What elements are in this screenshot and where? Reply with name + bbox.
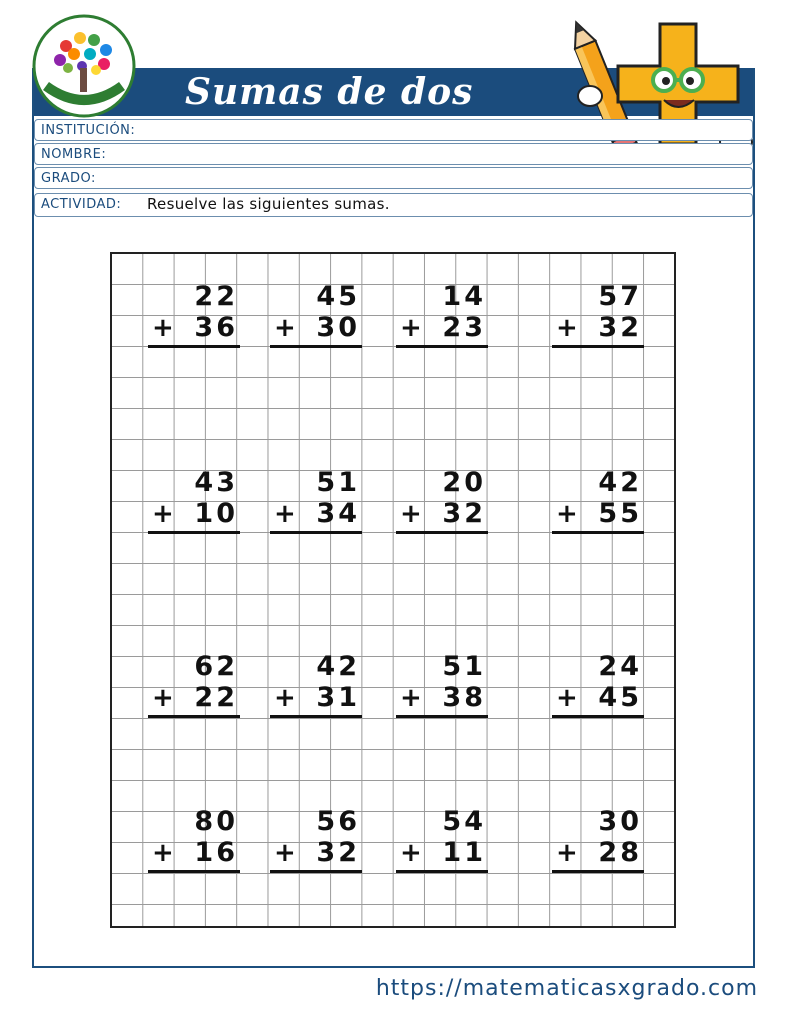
addend-bottom: 34 <box>316 498 360 529</box>
grid-paper <box>110 252 676 928</box>
plus-sign: + <box>274 313 296 343</box>
actividad-label: ACTIVIDAD: <box>41 197 122 212</box>
sum-line <box>396 345 488 348</box>
plus-sign: + <box>152 838 174 868</box>
addend-top: 42 <box>598 467 642 498</box>
addition-problem-10 <box>270 652 366 722</box>
addend-top: 22 <box>194 281 238 312</box>
addend-bottom: 23 <box>442 312 486 343</box>
addition-problem-4 <box>552 282 648 352</box>
addition-problem-9 <box>148 652 244 722</box>
addend-bottom: 55 <box>598 498 642 529</box>
grado-label: GRADO: <box>41 171 96 186</box>
addition-problem-1 <box>148 282 244 352</box>
plus-sign: + <box>556 499 578 529</box>
addend-top: 30 <box>598 806 642 837</box>
addition-problem-2 <box>270 282 366 352</box>
addend-top: 42 <box>316 651 360 682</box>
sum-line <box>396 531 488 534</box>
addend-top: 45 <box>316 281 360 312</box>
addition-problem-13 <box>148 807 244 877</box>
institucion-field[interactable] <box>34 119 753 141</box>
addition-problem-14 <box>270 807 366 877</box>
website-link[interactable]: https://matematicasxgrado.com <box>375 976 758 1001</box>
institucion-label: INSTITUCIÓN: <box>41 123 136 138</box>
addend-bottom: 30 <box>316 312 360 343</box>
addend-top: 54 <box>442 806 486 837</box>
sum-line <box>270 345 362 348</box>
sum-line <box>552 870 644 873</box>
addition-problem-11 <box>396 652 492 722</box>
addend-bottom: 45 <box>598 682 642 713</box>
addend-top: 80 <box>194 806 238 837</box>
sum-line <box>148 870 240 873</box>
plus-mascot-icon <box>560 14 760 164</box>
addend-bottom: 32 <box>316 837 360 868</box>
addend-top: 51 <box>442 651 486 682</box>
plus-sign: + <box>274 499 296 529</box>
addend-bottom: 16 <box>194 837 238 868</box>
nombre-field[interactable] <box>34 143 753 165</box>
addend-bottom: 32 <box>598 312 642 343</box>
grado-field[interactable] <box>34 167 753 189</box>
sum-line <box>552 715 644 718</box>
addition-problem-15 <box>396 807 492 877</box>
plus-sign: + <box>556 313 578 343</box>
addition-problem-16 <box>552 807 648 877</box>
addition-problem-6 <box>270 468 366 538</box>
plus-sign: + <box>556 838 578 868</box>
addend-bottom: 31 <box>316 682 360 713</box>
addend-top: 43 <box>194 467 238 498</box>
addend-bottom: 11 <box>442 837 486 868</box>
sum-line <box>396 870 488 873</box>
addend-top: 14 <box>442 281 486 312</box>
sum-line <box>270 870 362 873</box>
addend-top: 56 <box>316 806 360 837</box>
plus-sign: + <box>400 499 422 529</box>
addition-problem-3 <box>396 282 492 352</box>
actividad-text: Resuelve las siguientes sumas. <box>147 195 390 213</box>
addend-bottom: 28 <box>598 837 642 868</box>
plus-sign: + <box>152 499 174 529</box>
addition-problem-8 <box>552 468 648 538</box>
plus-sign: + <box>400 313 422 343</box>
plus-sign: + <box>152 313 174 343</box>
addend-bottom: 38 <box>442 682 486 713</box>
sum-line <box>148 531 240 534</box>
addend-top: 24 <box>598 651 642 682</box>
logo-tree-icon <box>32 14 136 118</box>
actividad-field <box>34 193 753 217</box>
sum-line <box>552 345 644 348</box>
sum-line <box>396 715 488 718</box>
plus-sign: + <box>274 683 296 713</box>
sum-line <box>552 531 644 534</box>
addend-top: 57 <box>598 281 642 312</box>
sum-line <box>148 715 240 718</box>
addend-top: 20 <box>442 467 486 498</box>
sum-line <box>148 345 240 348</box>
addend-bottom: 32 <box>442 498 486 529</box>
page-title: Sumas de dos <box>185 71 474 113</box>
addend-top: 51 <box>316 467 360 498</box>
addition-problem-12 <box>552 652 648 722</box>
addend-bottom: 22 <box>194 682 238 713</box>
addend-bottom: 36 <box>194 312 238 343</box>
addend-top: 62 <box>194 651 238 682</box>
nombre-label: NOMBRE: <box>41 147 107 162</box>
addend-bottom: 10 <box>194 498 238 529</box>
plus-sign: + <box>556 683 578 713</box>
sum-line <box>270 531 362 534</box>
sum-line <box>270 715 362 718</box>
addition-problem-5 <box>148 468 244 538</box>
plus-sign: + <box>400 683 422 713</box>
addition-problem-7 <box>396 468 492 538</box>
plus-sign: + <box>152 683 174 713</box>
plus-sign: + <box>274 838 296 868</box>
plus-sign: + <box>400 838 422 868</box>
